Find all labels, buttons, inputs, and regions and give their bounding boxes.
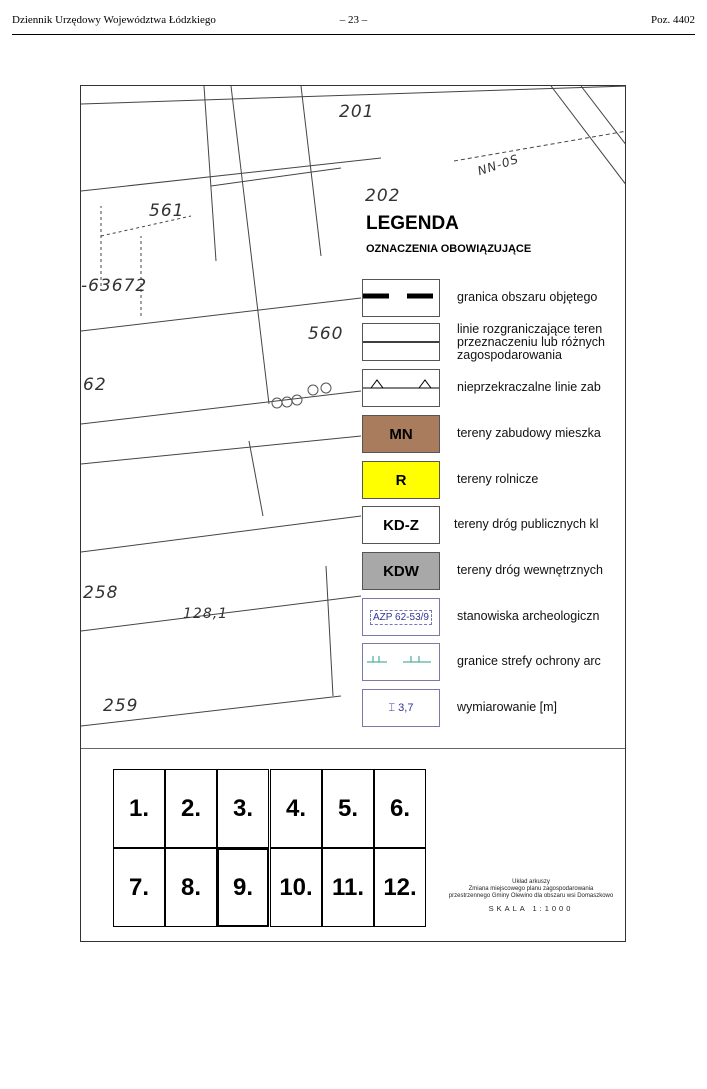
sheet-cell: 6. (374, 769, 426, 848)
parcel-line (81, 391, 361, 424)
legend (346, 86, 626, 748)
legend-symbol-boundary (362, 279, 440, 317)
road-label: NN-0S (475, 151, 521, 179)
parcel-line (249, 441, 263, 516)
legend-label: nieprzekraczalne linie zab (457, 380, 601, 394)
sheet-cell: 5. (322, 769, 374, 848)
sheet-index (113, 769, 427, 927)
sheet-cell: 10. (270, 848, 322, 927)
page-header (12, 14, 695, 32)
legend-label: zagospodarowania (457, 348, 562, 362)
dimension-label: 128,1 (183, 606, 229, 622)
sheet-cell: 7. (113, 848, 165, 927)
sheet-cell: 3. (217, 769, 269, 848)
parcel-line (326, 566, 333, 696)
parcel-label: 62 (83, 375, 107, 395)
sheet-cell: 1. (113, 769, 165, 848)
well-symbol (308, 385, 318, 395)
journal-title: Dziennik Urzędowy Województwa Łódzkiego (12, 14, 216, 26)
legend-label: granice strefy ochrony arc (457, 654, 601, 668)
page-number: – 23 – (339, 14, 368, 26)
legend-label: stanowiska archeologiczn (457, 609, 600, 623)
legend-symbol-building-line (362, 369, 440, 407)
legend-title: LEGENDA (366, 213, 459, 234)
scale-label: SKALA 1:1000 (488, 904, 574, 913)
parcel-line (81, 158, 381, 191)
legend-label: wymiarowanie [m] (457, 700, 558, 714)
parcel-line (211, 168, 341, 186)
legend-label: granica obszaru objętego (457, 290, 598, 304)
parcel-line (231, 86, 269, 404)
parcel-label: 202 (365, 186, 401, 206)
map-sheet (80, 85, 626, 942)
position-number: Poz. 4402 (651, 14, 695, 26)
notes-line: Zmiana miejscowego planu zagospodarowania (468, 886, 594, 892)
legend-subtitle: OZNACZENIA OBOWIĄZUJĄCE (366, 243, 532, 255)
legend-symbol-protection-zone (362, 643, 440, 681)
sheet-cell: 2. (165, 769, 217, 848)
well-symbol (272, 398, 282, 408)
sheet-cell-selected: 9. (217, 848, 269, 927)
parcel-label: 561 (149, 201, 185, 221)
archaeology-code: AZP 62-53/9 (370, 610, 432, 625)
legend-label: tereny dróg wewnętrznych (457, 563, 603, 577)
sheet-cell: 12. (374, 848, 426, 927)
legend-symbol-kdw: KDW (362, 552, 440, 590)
sheet-cell: 11. (322, 848, 374, 927)
legend-symbol-dividing-line (362, 323, 440, 361)
sheet-cell: 8. (165, 848, 217, 927)
parcel-line (81, 516, 361, 552)
parcel-label: 201 (339, 102, 375, 122)
parcel-label: -63672 (81, 276, 148, 296)
legend-symbol-dimension (362, 689, 440, 727)
dimension-icon: ⌶ (388, 701, 396, 714)
legend-label: tereny zabudowy mieszka (457, 426, 601, 440)
legend-label: tereny rolnicze (457, 472, 539, 486)
legend-label: linie rozgraniczające teren (457, 322, 603, 336)
parcel-line (81, 436, 361, 464)
well-symbol (282, 397, 292, 407)
legend-symbol-archaeology (362, 598, 440, 636)
parcel-line (204, 86, 216, 261)
legend-symbol-kdz: KD-Z (362, 506, 440, 544)
legend-label: przeznaczeniu lub różnych (457, 335, 605, 349)
well-symbol (321, 383, 331, 393)
section-divider (81, 748, 625, 749)
header-rule (12, 34, 695, 35)
well-symbol (292, 395, 302, 405)
legend-symbol-mn: MN (362, 415, 440, 453)
parcel-label: 258 (83, 583, 119, 603)
dimension-value: 3,7 (398, 702, 414, 714)
parcel-label: 259 (103, 696, 139, 716)
notes-line: Układ arkuszy (512, 879, 550, 885)
legend-label: tereny dróg publicznych kl (454, 517, 599, 531)
sheet-notes (436, 879, 626, 912)
sheet-cell: 4. (270, 769, 322, 848)
legend-symbol-r: R (362, 461, 440, 499)
notes-line: przestrzennego Gminy Olewino dla obszaru wsi Domaszkowo (448, 893, 614, 899)
parcel-label: 560 (308, 324, 344, 344)
